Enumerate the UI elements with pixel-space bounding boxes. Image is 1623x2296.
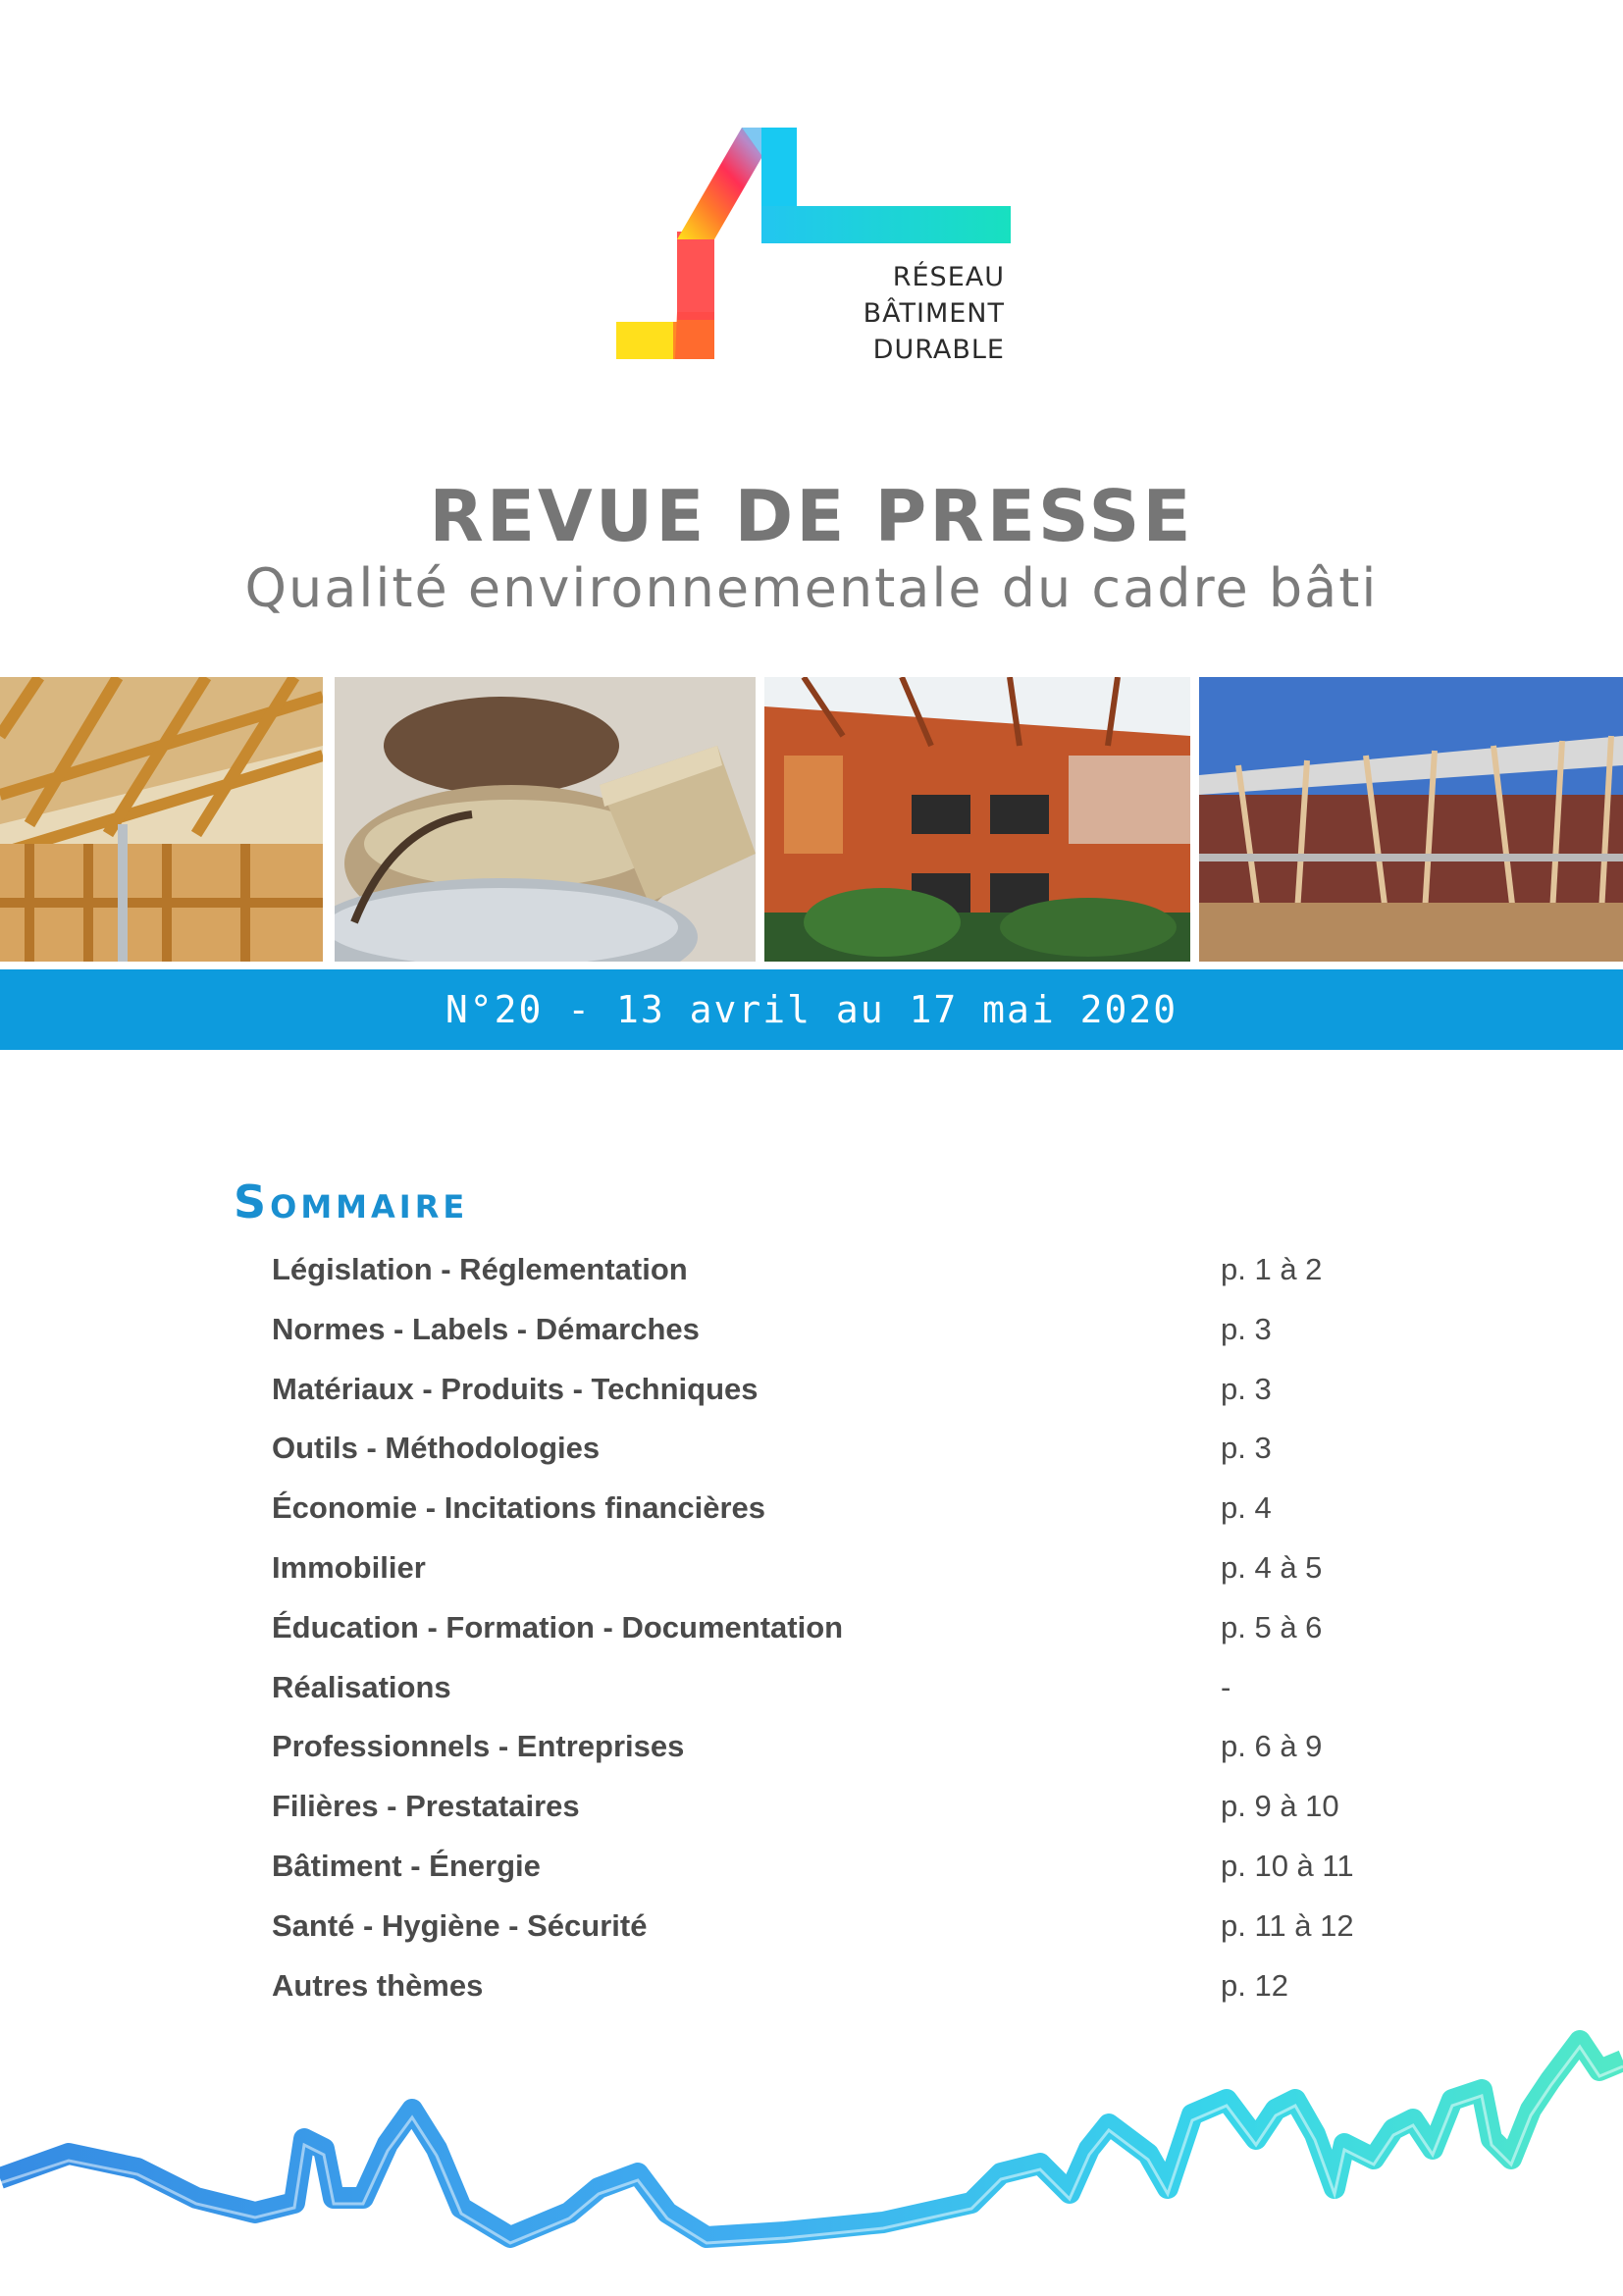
toc-row — [272, 1431, 1381, 1490]
toc-page-ref: p. 6 à 9 — [1221, 1729, 1323, 1764]
toc-label: Normes - Labels - Démarches — [272, 1311, 700, 1346]
toc-label: Bâtiment - Énergie — [272, 1848, 541, 1883]
toc-row — [272, 1372, 1381, 1432]
sommaire-heading: Sommaire — [234, 1175, 469, 1228]
toc-label: Filières - Prestataires — [272, 1789, 580, 1824]
page-subtitle: Qualité environnementale du cadre bâti — [244, 557, 1379, 619]
toc-label: Législation - Réglementation — [272, 1252, 688, 1286]
toc-label: Matériaux - Produits - Techniques — [272, 1371, 759, 1406]
logo-line-2: BÂTIMENT — [863, 298, 1005, 329]
toc-page-ref: p. 4 — [1221, 1490, 1272, 1526]
toc-page-ref: p. 5 à 6 — [1221, 1609, 1323, 1644]
page-title: REVUE DE PRESSE — [429, 475, 1194, 557]
photo-timber-frame — [0, 677, 323, 962]
toc-row — [272, 1789, 1381, 1849]
toc-row — [272, 1908, 1381, 1968]
toc-page-ref: p. 9 à 10 — [1221, 1789, 1339, 1824]
logo-wordmark — [836, 259, 1005, 368]
toc-row — [272, 1849, 1381, 1908]
toc-row — [272, 1312, 1381, 1372]
toc-page-ref: p. 4 à 5 — [1221, 1549, 1323, 1585]
table-of-contents — [272, 1252, 1381, 2027]
toc-page-ref: p. 12 — [1221, 1967, 1288, 2003]
toc-label: Réalisations — [272, 1669, 451, 1704]
toc-label: Professionnels - Entreprises — [272, 1729, 685, 1764]
toc-label: Outils - Méthodologies — [272, 1431, 601, 1466]
photo-insulation-materials — [335, 677, 756, 962]
toc-row — [272, 1670, 1381, 1730]
toc-label: Économie - Incitations financières — [272, 1490, 766, 1526]
photo-wooden-building-exterior — [1199, 677, 1623, 962]
photo-wood-facade-courtyard — [764, 677, 1190, 962]
logo-line-1: RÉSEAU — [892, 262, 1005, 292]
toc-label: Éducation - Formation - Documentation — [272, 1609, 844, 1644]
toc-row — [272, 1610, 1381, 1670]
toc-row — [272, 1490, 1381, 1550]
toc-page-ref: p. 3 — [1221, 1371, 1272, 1406]
toc-page-ref: p. 3 — [1221, 1311, 1272, 1346]
toc-row — [272, 1550, 1381, 1610]
toc-row — [272, 1729, 1381, 1789]
toc-label: Immobilier — [272, 1549, 426, 1585]
toc-label: Santé - Hygiène - Sécurité — [272, 1907, 648, 1943]
reseau-batiment-durable-logo — [614, 120, 1011, 365]
toc-label: Autres thèmes — [272, 1967, 484, 2003]
skyline-ribbon-decoration — [0, 2002, 1623, 2296]
toc-row — [272, 1252, 1381, 1312]
toc-page-ref: - — [1221, 1669, 1231, 1704]
logo-line-3: DURABLE — [872, 335, 1005, 365]
toc-page-ref: p. 10 à 11 — [1221, 1848, 1354, 1883]
issue-banner: N°20 - 13 avril au 17 mai 2020 — [0, 969, 1623, 1050]
toc-page-ref: p. 11 à 12 — [1221, 1907, 1354, 1943]
toc-page-ref: p. 1 à 2 — [1221, 1252, 1323, 1286]
toc-page-ref: p. 3 — [1221, 1431, 1272, 1466]
